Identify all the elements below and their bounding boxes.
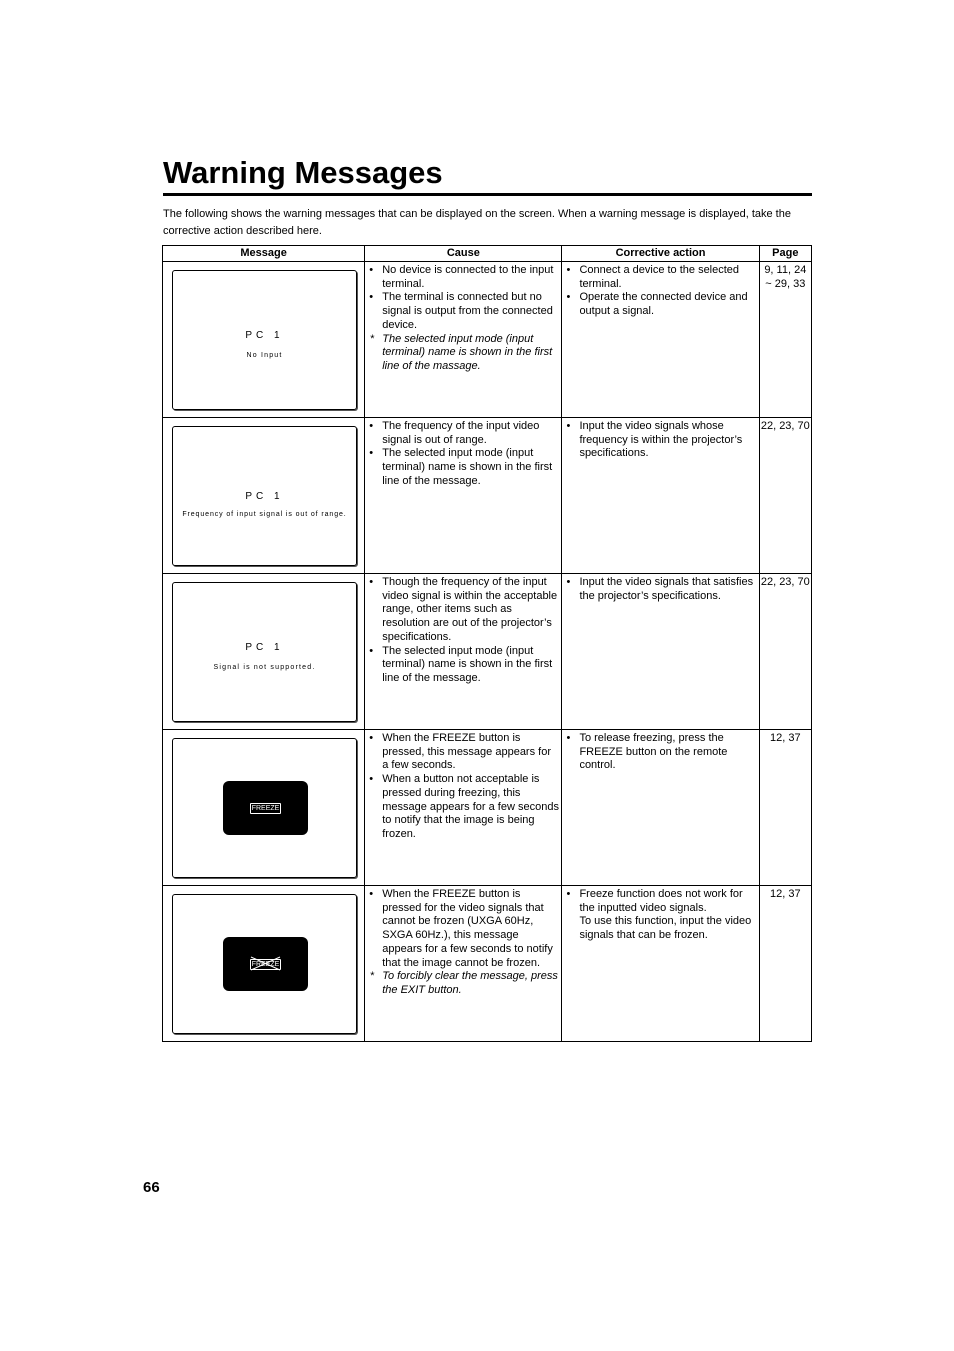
page-title: Warning Messages: [163, 153, 812, 196]
table-header-row: [163, 246, 812, 262]
screen-mockup: [172, 270, 357, 410]
page-ref-cell: 22, 23, 70: [759, 574, 811, 730]
action-extra: To use this function, input the video signals that can be frozen.: [579, 915, 752, 942]
cause-item: • When the FREEZE button is pressed for the video signals that cannot be frozen (UXGA 60Hz, SXGA 60Hz.), this message appears for a few seconds to notify that the image cannot be frozen.: [382, 888, 559, 970]
header-cause: Cause: [365, 246, 562, 262]
action-item: • Input the video signals whose frequency is within the projector’s specifications.: [579, 420, 756, 461]
cross-icon: [250, 956, 281, 971]
freeze-label: FREEZE: [251, 961, 280, 968]
cause-cell: [365, 730, 562, 886]
screen-mockup: [172, 426, 357, 566]
screen-message-text: No Input: [246, 352, 283, 359]
screen-mockup: [172, 894, 357, 1034]
cause-item: • The selected input mode (input terminal) name is shown in the first line of the message.: [382, 645, 559, 686]
cause-note: * The selected input mode (input terminal) name is shown in the first line of the massage.: [382, 333, 559, 374]
message-screen-cell: [163, 730, 365, 886]
action-cell: [562, 418, 759, 574]
warning-messages-table: [162, 245, 812, 1042]
freeze-label: FREEZE: [251, 805, 280, 812]
page-ref-cell: 9, 11, 24 ~ 29, 33: [759, 262, 811, 418]
cause-cell: [365, 574, 562, 730]
freeze-unavailable-indicator: [223, 937, 308, 991]
action-item: • Input the video signals that satisfies the projector’s specifications.: [579, 576, 756, 603]
cause-item: • No device is connected to the input terminal.: [382, 264, 559, 291]
cause-item: • When a button not acceptable is pressed during freezing, this message appears for a few seconds to notify that the image is being frozen.: [382, 773, 559, 842]
message-screen-cell: [163, 262, 365, 418]
cause-item: • The selected input mode (input terminal) name is shown in the first line of the message.: [382, 447, 559, 488]
page-ref-cell: 12, 37: [759, 730, 811, 886]
message-screen-cell: [163, 574, 365, 730]
action-item: • To release freezing, press the FREEZE button on the remote control.: [579, 732, 756, 773]
screen-mockup: [172, 582, 357, 722]
screen-mockup: [172, 738, 357, 878]
page-ref-cell: 12, 37: [759, 886, 811, 1042]
action-cell: [562, 262, 759, 418]
action-cell: [562, 886, 759, 1042]
intro-paragraph: The following shows the warning messages that can be displayed on the screen. When a warning message is displayed, take the corrective action described here.: [163, 208, 791, 237]
table-row: [163, 886, 812, 1042]
cause-cell: [365, 886, 562, 1042]
cause-item: • When the FREEZE button is pressed, this message appears for a few seconds.: [382, 732, 559, 773]
action-cell: [562, 574, 759, 730]
cause-item: • The terminal is connected but no signal is output from the connected device.: [382, 291, 559, 332]
screen-message-text: Frequency of input signal is out of range.: [182, 511, 347, 518]
action-cell: [562, 730, 759, 886]
cause-cell: [365, 418, 562, 574]
table-row: [163, 574, 812, 730]
cause-item: • The frequency of the input video signal is out of range.: [382, 420, 559, 447]
table-row: [163, 418, 812, 574]
cause-note: * To forcibly clear the message, press the EXIT button.: [382, 970, 559, 997]
header-page: Page: [759, 246, 811, 262]
screen-input-mode: PC 1: [245, 491, 284, 502]
screen-input-mode: PC 1: [245, 642, 284, 653]
page-ref-cell: 22, 23, 70: [759, 418, 811, 574]
message-screen-cell: [163, 418, 365, 574]
action-item: • Freeze function does not work for the inputted video signals.: [579, 888, 756, 915]
action-item: • Operate the connected device and output a signal.: [579, 291, 756, 318]
table-row: [163, 262, 812, 418]
freeze-indicator: [223, 781, 308, 835]
page-number: 66: [143, 1179, 160, 1196]
header-action: Corrective action: [562, 246, 759, 262]
header-message: Message: [163, 246, 365, 262]
table-row: [163, 730, 812, 886]
screen-input-mode: PC 1: [245, 330, 284, 341]
cause-cell: [365, 262, 562, 418]
message-screen-cell: [163, 886, 365, 1042]
screen-message-text: Signal is not supported.: [213, 664, 316, 671]
action-item: • Connect a device to the selected terminal.: [579, 264, 756, 291]
cause-item: • Though the frequency of the input video signal is within the acceptable range, other items such as resolution are out of the projector’s specifications.: [382, 576, 559, 645]
